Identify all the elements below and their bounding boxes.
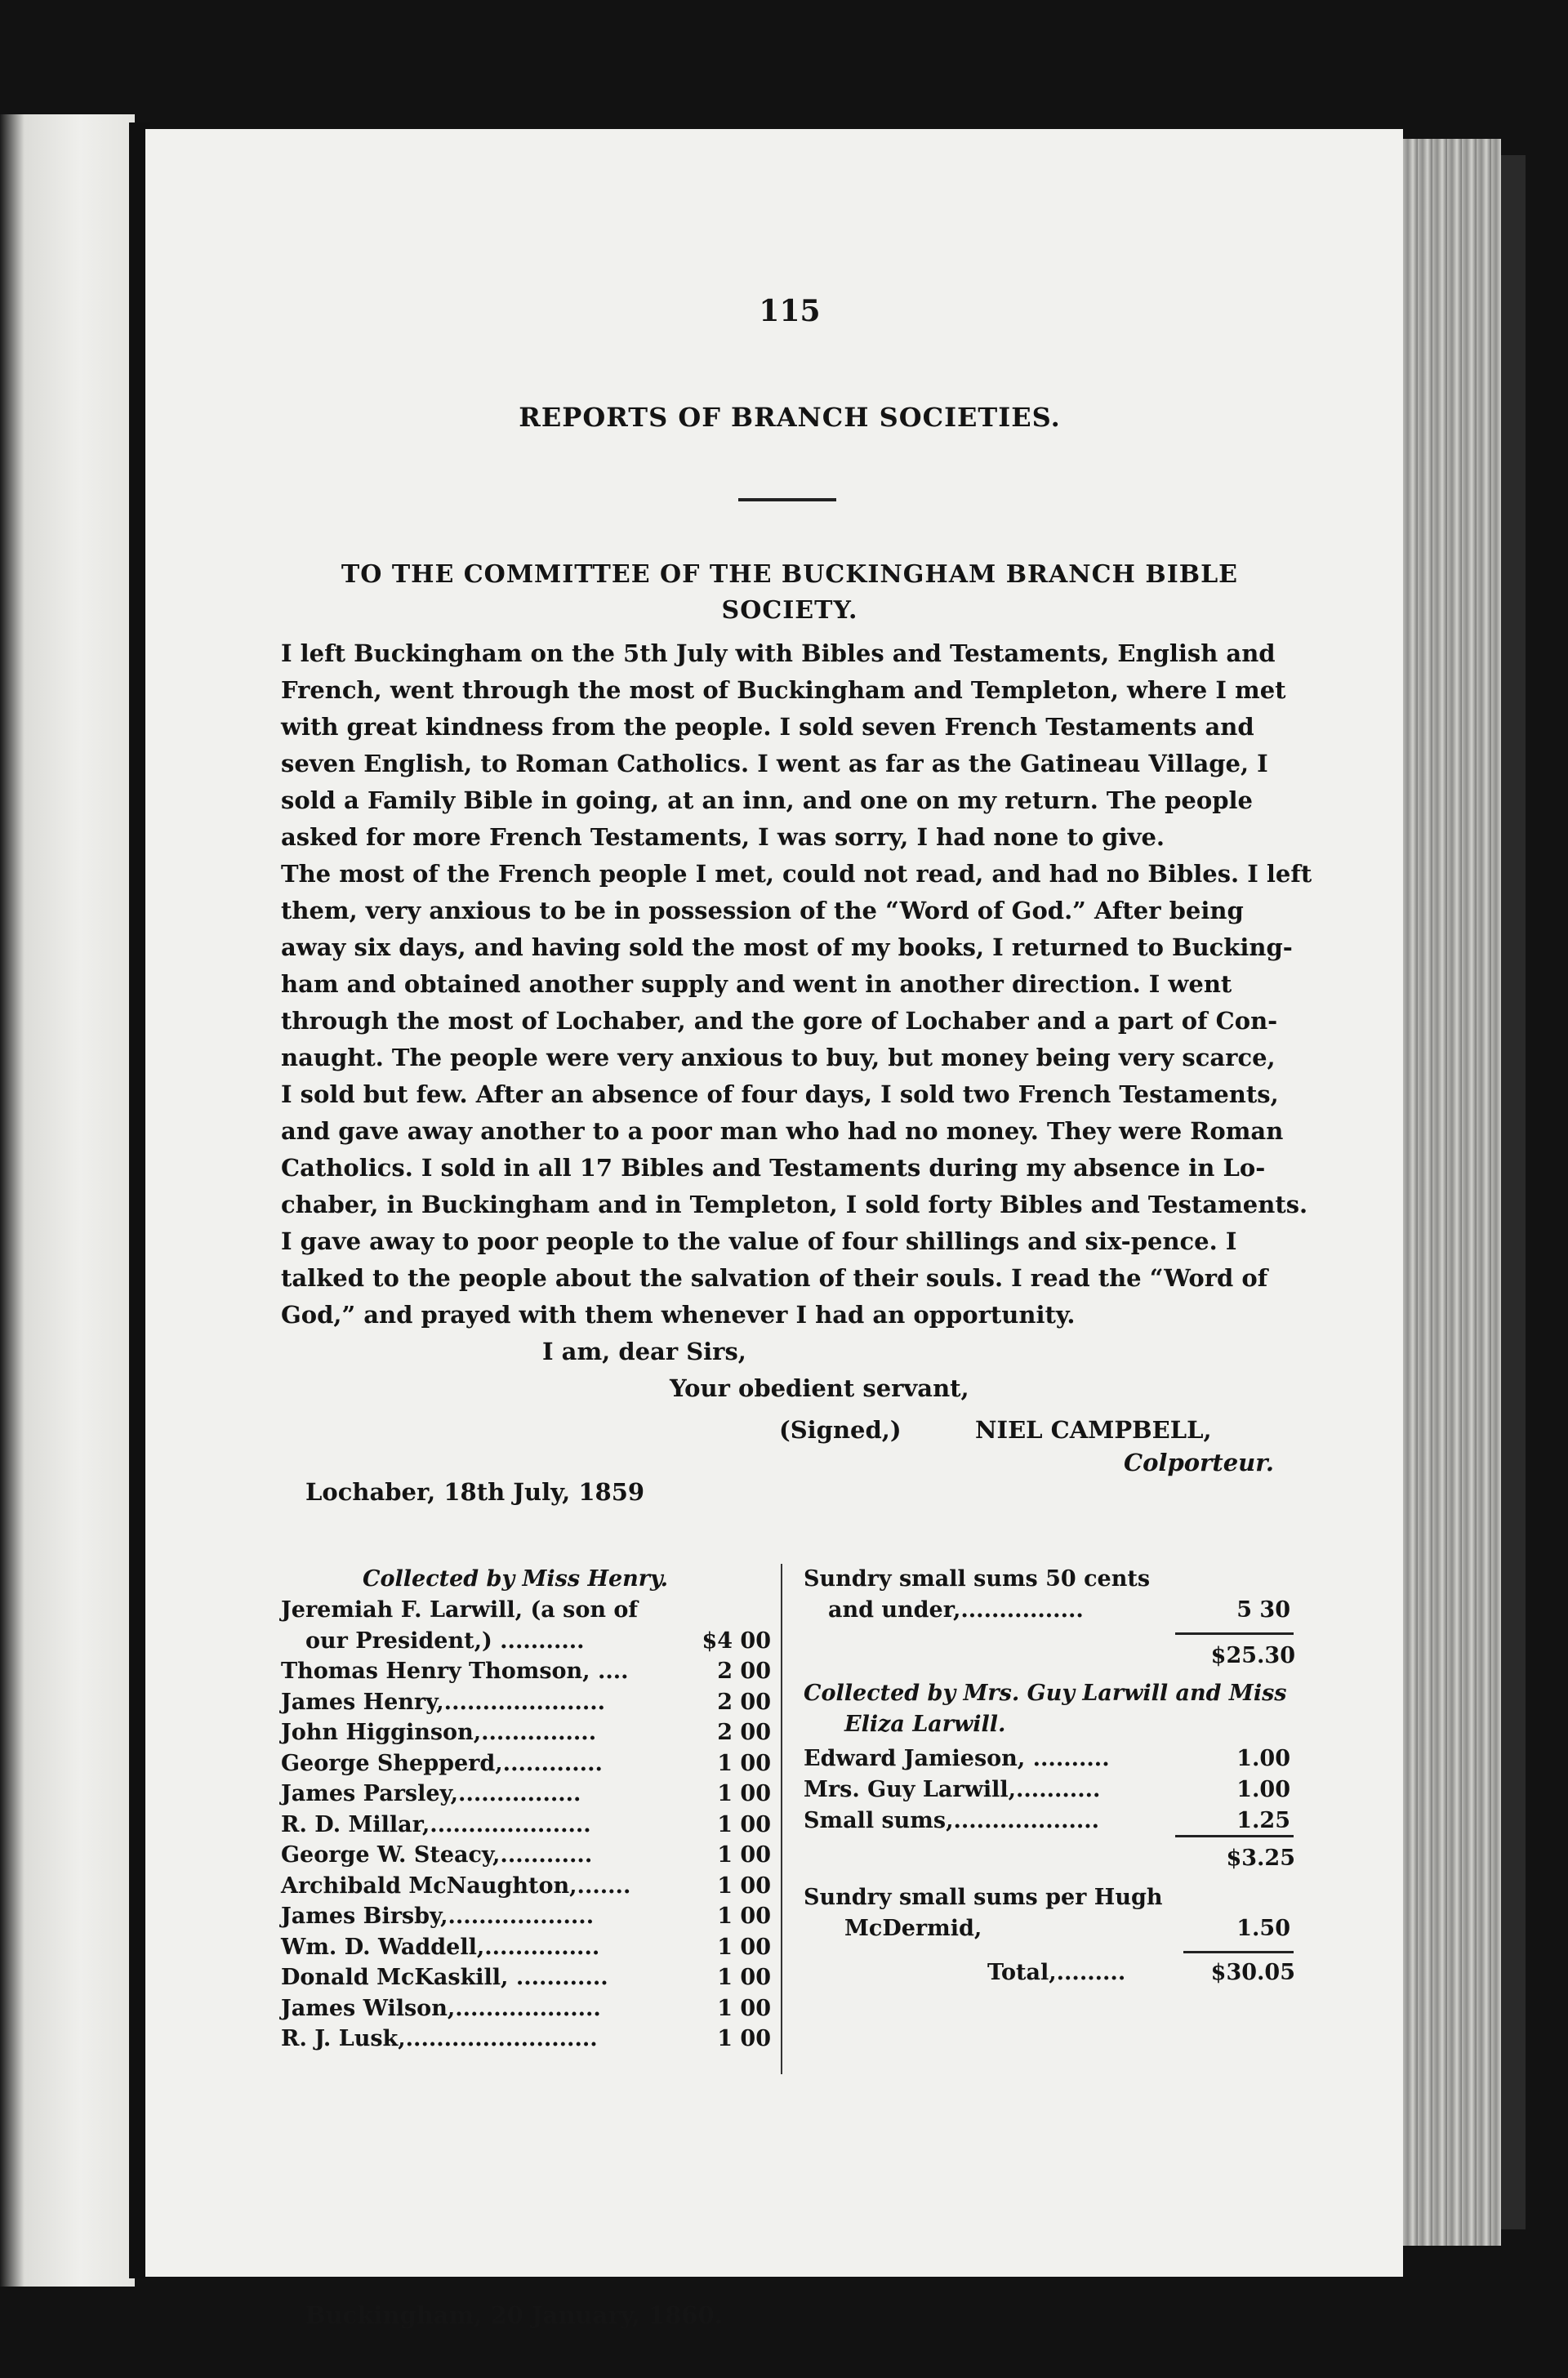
left-list-amount: 1 00	[717, 1750, 771, 1776]
right-list-header-line-1: Collected by Mrs. Guy Larwill and Miss	[804, 1681, 1287, 1706]
left-list-name: Thomas Henry Thomson, ....	[281, 1659, 629, 1684]
sundry2-amount: 1.50	[1236, 1916, 1290, 1941]
left-list-amount: 1 00	[717, 2026, 771, 2051]
signatory-name: NIEL CAMPBELL,	[975, 1416, 1212, 1444]
body-line: asked for more French Testaments, I was sorry, I had none to give.	[281, 823, 1165, 851]
sundry-amount: 5 30	[1236, 1597, 1290, 1623]
left-list-name: our President,) ...........	[305, 1628, 585, 1654]
left-list-name: James Parsley,................	[281, 1781, 581, 1806]
body-line: talked to the people about the salvation of their souls. I read the “Word of	[281, 1264, 1268, 1292]
right-list-amount: 1.00	[1236, 1746, 1290, 1771]
page-title: REPORTS OF BRANCH SOCIETIES.	[519, 402, 1061, 433]
left-list-name: James Birsby,...................	[281, 1904, 595, 1929]
left-list-amount: 1 00	[717, 1934, 771, 1960]
left-list-name: R. J. Lusk,.........................	[281, 2026, 598, 2051]
body-line: I sold but few. After an absence of four days, I sold two French Testaments,	[281, 1080, 1279, 1108]
left-list-amount: $4 00	[702, 1628, 771, 1654]
right-list-header-line-2: Eliza Larwill.	[844, 1712, 1006, 1737]
left-page-edge	[0, 114, 135, 2287]
heading-line-1: TO THE COMMITTEE OF THE BUCKINGHAM BRANCH BIBLE	[341, 560, 1239, 589]
salutation: I am, dear Sirs,	[542, 1338, 746, 1365]
section-heading	[281, 557, 1298, 629]
body-line: through the most of Lochaber, and the gore of Lochaber and a part of Con-	[281, 1007, 1278, 1035]
heading-line-2: SOCIETY.	[721, 596, 858, 625]
left-list-name: R. D. Millar,.....................	[281, 1811, 591, 1837]
signatory-role: Colporteur.	[1124, 1449, 1274, 1476]
right-list-amount: 1.00	[1236, 1777, 1290, 1802]
sundry2-line-1: Sundry small sums per Hugh	[804, 1885, 1163, 1910]
left-list-amount: 2 00	[717, 1720, 771, 1745]
left-list-amount: 1 00	[717, 1965, 771, 1990]
body-line: I gave away to poor people to the value of four shillings and six-pence. I	[281, 1227, 1237, 1255]
left-list-amount: 1 00	[717, 1842, 771, 1868]
body-line: The most of the French people I met, could not read, and had no Bibles. I left	[281, 860, 1312, 888]
right-list-name: Mrs. Guy Larwill,...........	[804, 1777, 1101, 1802]
body-line: away six days, and having sold the most of my books, I returned to Bucking-	[281, 933, 1293, 961]
left-list-amount: 1 00	[717, 1904, 771, 1929]
signed-label: (Signed,)	[779, 1416, 902, 1444]
right-list-name: Edward Jamieson, ..........	[804, 1746, 1110, 1771]
left-list-amount: 1 00	[717, 1781, 771, 1806]
body-line: seven English, to Roman Catholics. I went as far as the Gatineau Village, I	[281, 750, 1268, 777]
left-list-name: John Higginson,...............	[281, 1720, 597, 1745]
subtotal-rule-1	[1175, 1632, 1294, 1635]
left-list-name: Donald McKaskill, ............	[281, 1965, 608, 1990]
left-list-amount: 2 00	[717, 1659, 771, 1684]
left-list-amount: 1 00	[717, 1811, 771, 1837]
left-list-amount: 1 00	[717, 1873, 771, 1899]
right-list-amount: 1.25	[1236, 1808, 1290, 1833]
body-line: God,” and prayed with them whenever I had an opportunity.	[281, 1301, 1076, 1329]
sundry-line-2: and under,................	[828, 1597, 1084, 1623]
book-cover-edge	[1501, 155, 1526, 2229]
page-number: 115	[759, 294, 821, 328]
total-amount: $30.05	[1210, 1960, 1295, 1985]
column-divider	[781, 1564, 782, 2074]
total-rule	[1183, 1951, 1294, 1953]
body-line: naught. The people were very anxious to buy, but money being very scarce,	[281, 1044, 1276, 1071]
left-list-name: Wm. D. Waddell,...............	[281, 1934, 600, 1960]
left-list-header: Collected by Miss Henry.	[363, 1566, 669, 1592]
left-list-footer: Buckingham, 20 January, 1860.	[305, 2301, 723, 2329]
body-line: sold a Family Bible in going, at an inn, and one on my return. The people	[281, 786, 1253, 814]
title-rule	[738, 498, 836, 501]
left-list-name: Archibald McNaughton,.......	[281, 1873, 631, 1899]
left-list-name: Jeremiah F. Larwill, (a son of	[281, 1597, 639, 1623]
closing-servant: Your obedient servant,	[670, 1374, 969, 1402]
sundry2-line-2: McDermid,	[844, 1916, 982, 1941]
left-list-name: George W. Steacy,............	[281, 1842, 593, 1868]
body-line: I left Buckingham on the 5th July with Bibles and Testaments, English and	[281, 639, 1276, 667]
left-list-amount: 2 00	[717, 1689, 771, 1715]
body-line: them, very anxious to be in possession of the “Word of God.” After being	[281, 897, 1244, 924]
body-line: chaber, in Buckingham and in Templeton, I sold forty Bibles and Testaments.	[281, 1191, 1308, 1218]
total-label: Total,.........	[987, 1960, 1126, 1985]
body-line: and gave away another to a poor man who had no money. They were Roman	[281, 1117, 1284, 1145]
body-line: Catholics. I sold in all 17 Bibles and Testaments during my absence in Lo-	[281, 1154, 1266, 1182]
left-list-name: George Shepperd,.............	[281, 1750, 603, 1776]
body-line: French, went through the most of Buckingham and Templeton, where I met	[281, 676, 1286, 704]
left-list-amount: 1 00	[717, 1995, 771, 2021]
subtotal-1: $25.30	[1210, 1643, 1295, 1668]
sundry-line-1: Sundry small sums 50 cents	[804, 1566, 1151, 1592]
body-line: ham and obtained another supply and went in another direction. I went	[281, 970, 1232, 998]
subtotal-2: $3.25	[1226, 1846, 1295, 1871]
subtotal-rule-2	[1175, 1835, 1294, 1837]
right-list-name: Small sums,...................	[804, 1808, 1100, 1833]
left-list-name: James Wilson,...................	[281, 1995, 601, 2021]
place-date: Lochaber, 18th July, 1859	[305, 1478, 645, 1506]
page-stack-edge	[1403, 139, 1501, 2246]
left-list-name: James Henry,.....................	[281, 1689, 606, 1715]
body-line: with great kindness from the people. I sold seven French Testaments and	[281, 713, 1254, 741]
letter-body	[281, 635, 1312, 1334]
